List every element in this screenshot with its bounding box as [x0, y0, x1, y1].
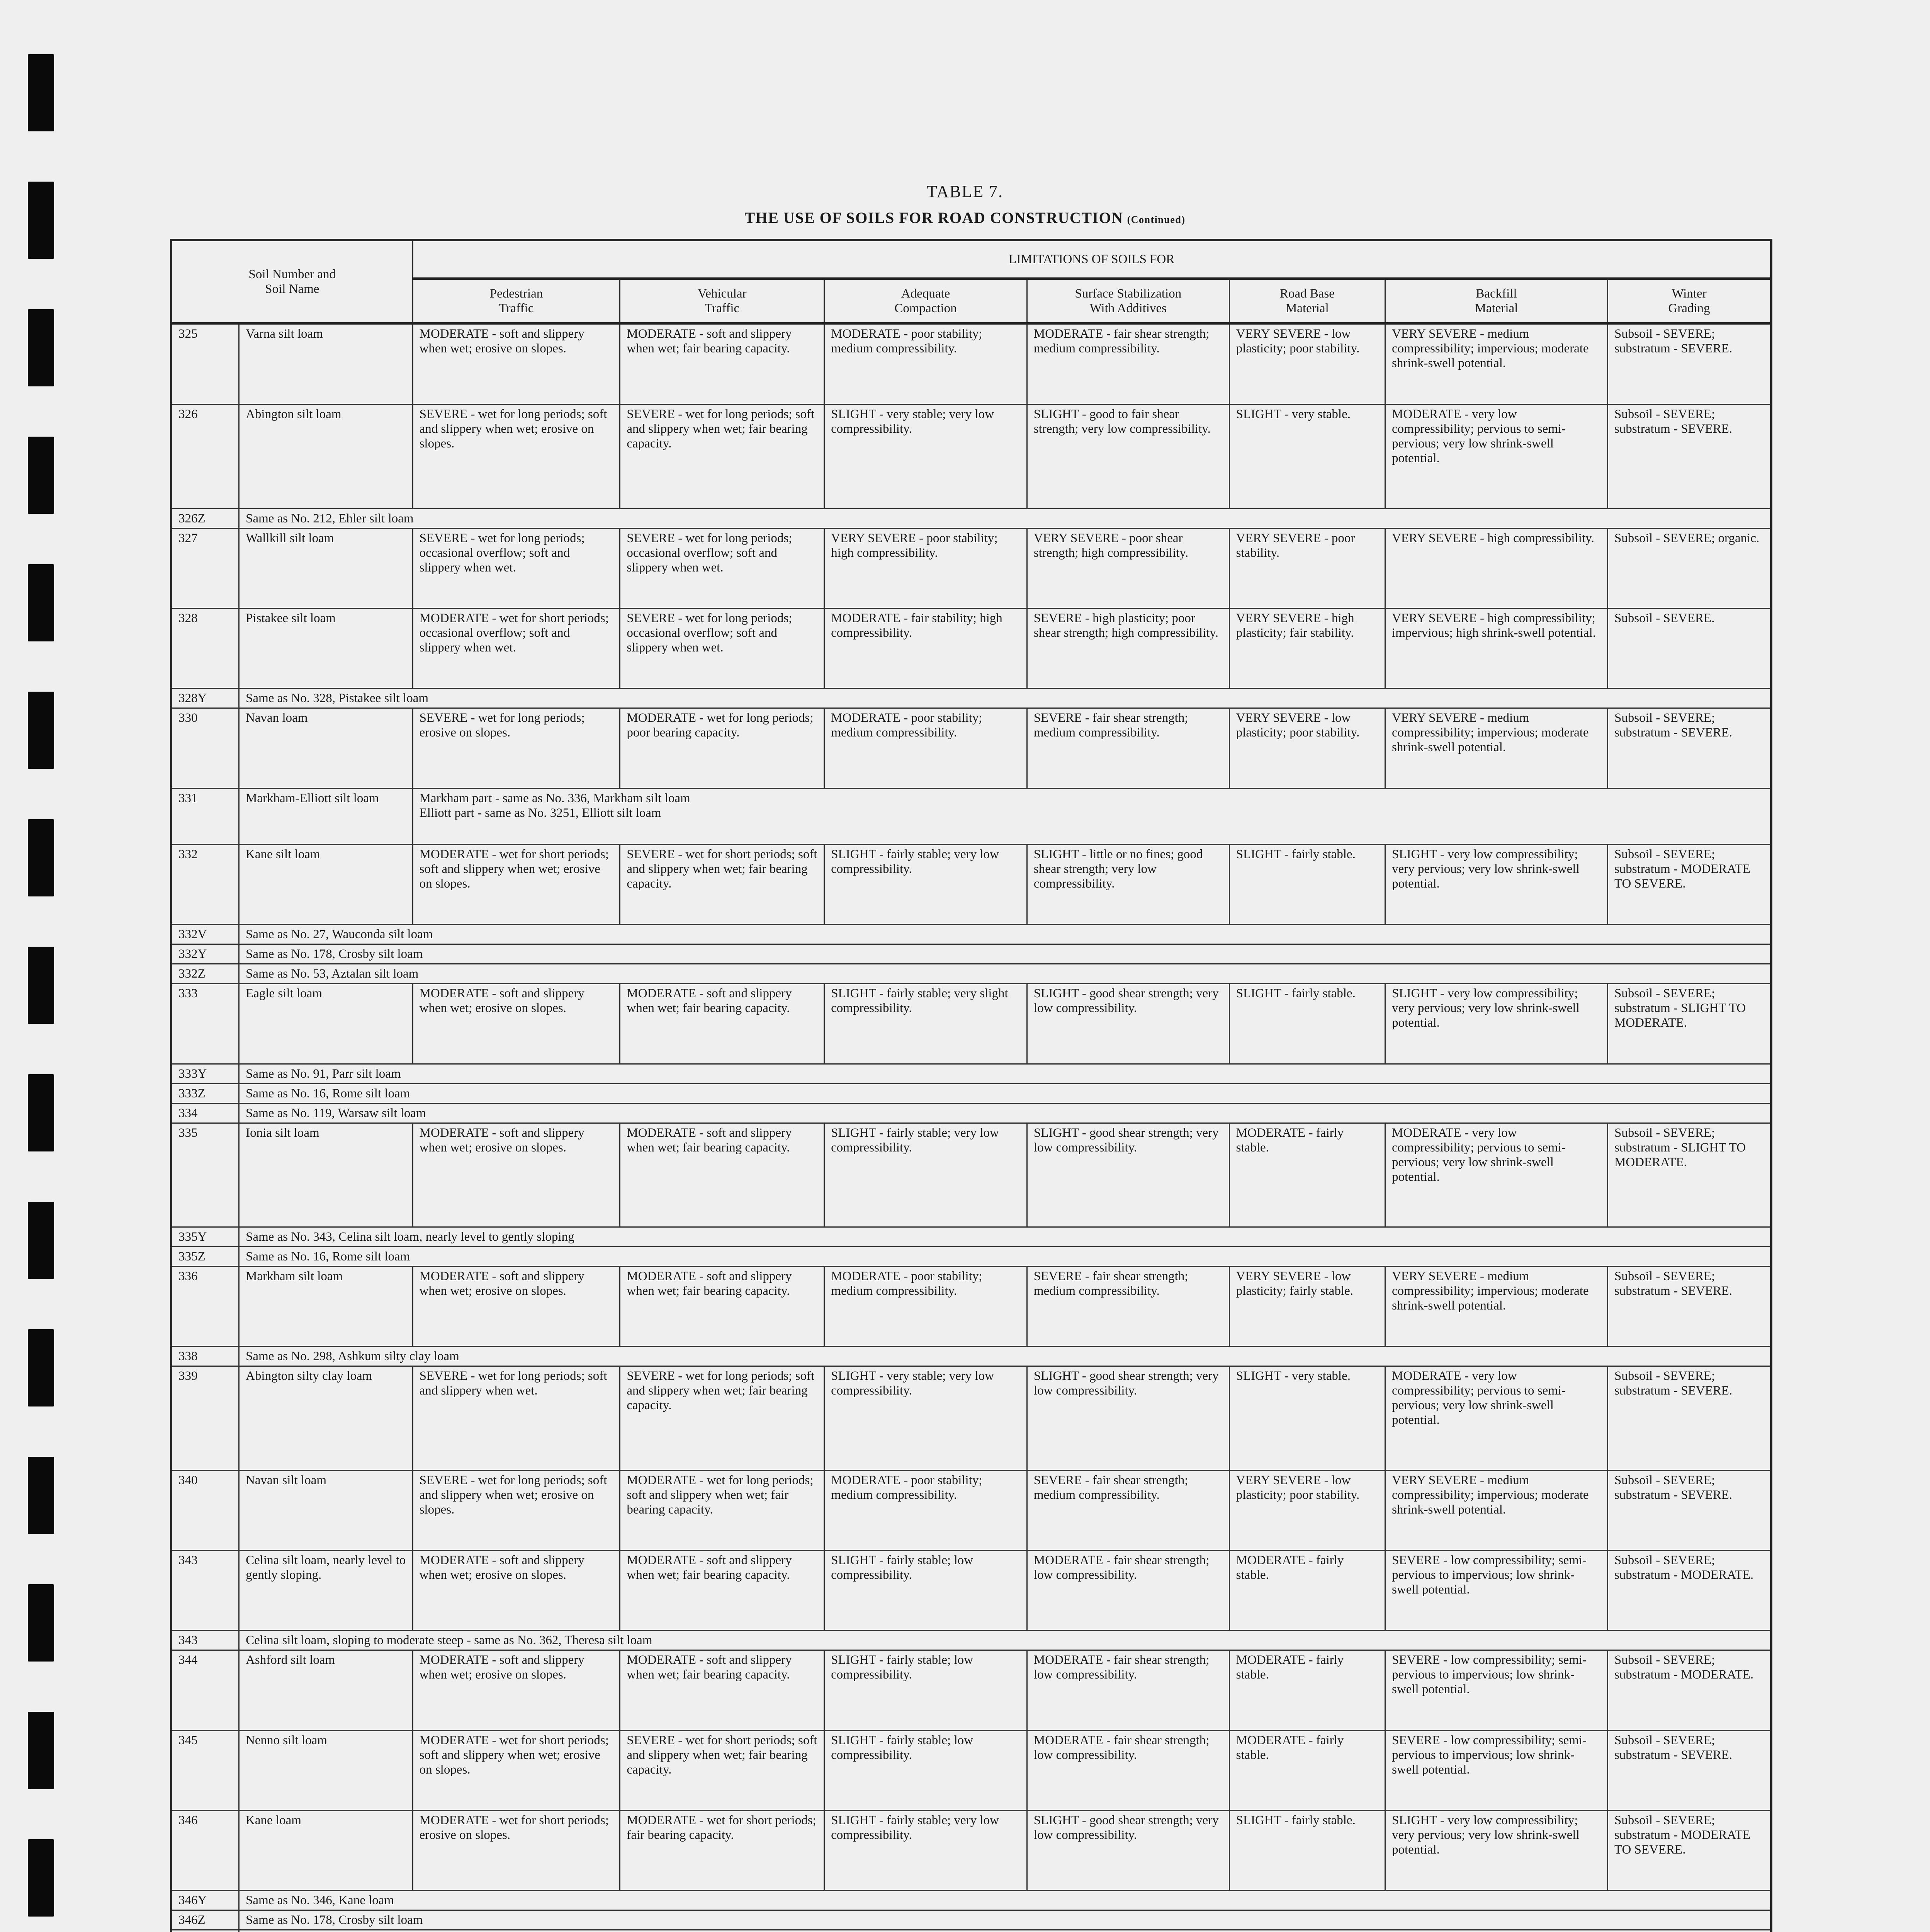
table-row — [171, 1470, 1771, 1550]
table-row — [171, 964, 1771, 984]
limitation-cell: VERY SEVERE - low plasticity; fairly stable. — [1229, 1266, 1385, 1346]
limitation-cell: VERY SEVERE - poor stability; high compressibility. — [824, 528, 1027, 608]
soil-number: 334 — [171, 1103, 239, 1123]
limitation-cell: SLIGHT - fairly stable. — [1229, 1810, 1385, 1890]
limitation-cell: MODERATE - wet for short periods; occasional overflow; soft and slippery when wet. — [413, 608, 620, 688]
same-as-note: Celina silt loam, sloping to moderate steep - same as No. 362, Theresa silt loam — [239, 1631, 1771, 1650]
limitation-cell: Subsoil - SEVERE; substratum - MODERATE. — [1607, 1650, 1771, 1730]
binding-mark — [28, 819, 54, 896]
limitation-cell: MODERATE - fair shear strength; medium compressibility. — [1027, 323, 1229, 405]
part-note: Markham part - same as No. 336, Markham silt loam — [419, 791, 690, 805]
soil-number: 346Y — [171, 1891, 239, 1910]
limitation-cell: SLIGHT - very stable. — [1229, 1366, 1385, 1470]
soil-name: Markham-Elliott silt loam — [239, 788, 413, 844]
table-row — [171, 788, 1771, 844]
limitation-cell: SEVERE - wet for long periods; soft and slippery when wet; erosive on slopes. — [413, 405, 620, 509]
header-line: Surface Stabilization — [1075, 287, 1182, 301]
header-line: Material — [1285, 301, 1329, 315]
soil-name: Markham silt loam — [239, 1266, 413, 1346]
limitation-cell: SLIGHT - very low compressibility; very pervious; very low shrink-swell potential. — [1385, 1810, 1608, 1890]
limitation-cell: Subsoil - SEVERE; substratum - SEVERE. — [1607, 708, 1771, 788]
soil-name: Eagle silt loam — [239, 984, 413, 1064]
table-row — [171, 1650, 1771, 1730]
continued-note: (Continued) — [1127, 214, 1186, 225]
limitation-cell: SLIGHT - good shear strength; very low compressibility. — [1027, 1123, 1229, 1227]
limitation-cell: VERY SEVERE - high plasticity; fair stability. — [1229, 608, 1385, 688]
limitation-cell: SLIGHT - fairly stable; low compressibility. — [824, 1550, 1027, 1630]
limitation-cell: MODERATE - fairly stable. — [1229, 1550, 1385, 1630]
table-row — [171, 689, 1771, 708]
same-as-note: Same as No. 298, Ashkum silty clay loam — [239, 1347, 1771, 1366]
limitation-cell: MODERATE - wet for short periods; erosive on slopes. — [413, 1810, 620, 1890]
limitation-cell: SEVERE - high plasticity; poor shear strength; high compressibility. — [1027, 608, 1229, 688]
limitation-cell: MODERATE - fair shear strength; low compressibility. — [1027, 1550, 1229, 1630]
limitation-cell: SLIGHT - good shear strength; very low compressibility. — [1027, 1366, 1229, 1470]
table-row — [171, 1730, 1771, 1810]
soil-name: Navan silt loam — [239, 1470, 413, 1550]
soil-number: 339 — [171, 1366, 239, 1470]
soil-number: 333Y — [171, 1064, 239, 1083]
limitation-cell: MODERATE - fair shear strength; low compressibility. — [1027, 1730, 1229, 1810]
header-line: Compaction — [894, 301, 957, 315]
header-line: Winter — [1672, 287, 1707, 301]
limitation-cell: VERY SEVERE - poor stability. — [1229, 528, 1385, 608]
table-number: TABLE 7. — [926, 182, 1004, 201]
soil-name: Ionia silt loam — [239, 1123, 413, 1227]
limitation-cell: MODERATE - fairly stable. — [1229, 1123, 1385, 1227]
soil-number: 326Z — [171, 509, 239, 528]
same-as-note: Same as No. 212, Ehler silt loam — [239, 509, 1771, 528]
table-row — [171, 323, 1771, 405]
header-line: Traffic — [499, 301, 534, 315]
binding-mark — [28, 54, 54, 131]
limitation-cell: Subsoil - SEVERE; substratum - SLIGHT TO MODERATE. — [1607, 984, 1771, 1064]
limitation-cell: SEVERE - wet for long periods; soft and slippery when wet. — [413, 1366, 620, 1470]
table-title — [0, 209, 1930, 227]
limitation-cell: SEVERE - low compressibility; semi-pervious to impervious; low shrink-swell potential. — [1385, 1650, 1608, 1730]
limitation-cell: MODERATE - poor stability; medium compressibility. — [824, 1470, 1027, 1550]
limitation-cell: VERY SEVERE - medium compressibility; impervious; moderate shrink-swell potential. — [1385, 1470, 1608, 1550]
limitation-cell: SLIGHT - very stable. — [1229, 405, 1385, 509]
limitation-cell: VERY SEVERE - medium compressibility; impervious; moderate shrink-swell potential. — [1385, 1266, 1608, 1346]
soil-name: Kane loam — [239, 1810, 413, 1890]
limitation-cell: VERY SEVERE - high compressibility. — [1385, 528, 1608, 608]
soil-number: 343 — [171, 1631, 239, 1650]
binding-mark — [28, 1202, 54, 1279]
limitation-cell: VERY SEVERE - poor shear strength; high compressibility. — [1027, 528, 1229, 608]
limitation-cell: Subsoil - SEVERE; substratum - SEVERE. — [1607, 1470, 1771, 1550]
limitation-cell: SLIGHT - fairly stable; very low compressibility. — [824, 1810, 1027, 1890]
binding-mark — [28, 564, 54, 641]
part-notes — [413, 788, 1771, 844]
limitation-cell: SEVERE - wet for long periods; occasional overflow; soft and slippery when wet. — [620, 528, 824, 608]
limitation-cell: MODERATE - soft and slippery when wet; erosive on slopes. — [413, 1650, 620, 1730]
limitation-cell: MODERATE - soft and slippery when wet; erosive on slopes. — [413, 1123, 620, 1227]
table-row — [171, 405, 1771, 509]
limitation-cell: MODERATE - poor stability; medium compressibility. — [824, 708, 1027, 788]
same-as-note: Same as No. 178, Crosby silt loam — [239, 1910, 1771, 1930]
limitation-cell: SLIGHT - little or no fines; good shear strength; very low compressibility. — [1027, 844, 1229, 924]
table-row — [171, 1064, 1771, 1083]
binding-mark — [28, 1712, 54, 1789]
header-line: Adequate — [901, 287, 950, 301]
limitation-cell: Subsoil - SEVERE; substratum - SEVERE. — [1607, 1730, 1771, 1810]
soil-number: 345 — [171, 1730, 239, 1810]
soil-name: Abington silty clay loam — [239, 1366, 413, 1470]
table-row — [171, 1266, 1771, 1346]
column-header — [824, 279, 1027, 323]
same-as-note: Same as No. 178, Crosby silt loam — [239, 944, 1771, 964]
table-row — [171, 984, 1771, 1064]
soil-number: 325 — [171, 323, 239, 405]
soil-number: 333Z — [171, 1083, 239, 1103]
limitation-cell: MODERATE - soft and slippery when wet; fair bearing capacity. — [620, 1550, 824, 1630]
soil-number — [171, 1930, 239, 1932]
soil-number: 326 — [171, 405, 239, 509]
column-header — [1027, 279, 1229, 323]
table-row — [171, 1247, 1771, 1266]
soil-number: 335Z — [171, 1247, 239, 1266]
limitation-cell: SLIGHT - very low compressibility; very pervious; very low shrink-swell potential. — [1385, 984, 1608, 1064]
header-line: Pedestrian — [489, 287, 543, 301]
binding-mark — [28, 1584, 54, 1662]
table-row — [171, 1631, 1771, 1650]
limitation-cell: SLIGHT - very stable; very low compressibility. — [824, 405, 1027, 509]
limitation-cell: Subsoil - SEVERE; substratum - SEVERE. — [1607, 1266, 1771, 1346]
limitation-cell: SLIGHT - fairly stable; very low compressibility. — [824, 1123, 1027, 1227]
soils-table — [170, 239, 1772, 1932]
limitation-cell: MODERATE - soft and slippery when wet; fair bearing capacity. — [620, 1123, 824, 1227]
soil-number: 330 — [171, 708, 239, 788]
limitation-cell: MODERATE - soft and slippery when wet; erosive on slopes. — [413, 1266, 620, 1346]
table-row — [171, 844, 1771, 924]
limitation-cell: VERY SEVERE - medium compressibility; impervious; moderate shrink-swell potential. — [1385, 708, 1608, 788]
limitation-cell: Subsoil - SEVERE; substratum - MODERATE TO SEVERE. — [1607, 1810, 1771, 1890]
same-as-note: Same as No. 53, Aztalan silt loam — [239, 964, 1771, 984]
limitation-cell: Subsoil - SEVERE; organic. — [1607, 528, 1771, 608]
limitation-cell: MODERATE - very low compressibility; pervious to semi-pervious; very low shrink-swell potential. — [1385, 1366, 1608, 1470]
soil-name: Navan loam — [239, 708, 413, 788]
limitation-cell: SEVERE - fair shear strength; medium compressibility. — [1027, 1470, 1229, 1550]
limitation-cell: SEVERE - fair shear strength; medium compressibility. — [1027, 1266, 1229, 1346]
table-row — [171, 608, 1771, 688]
table-row — [171, 1347, 1771, 1366]
limitation-cell: SEVERE - wet for long periods; soft and slippery when wet; fair bearing capacity. — [620, 405, 824, 509]
binding-mark — [28, 947, 54, 1024]
same-as-note: Same as No. 346, Kane loam — [239, 1891, 1771, 1910]
limitation-cell: VERY SEVERE - low plasticity; poor stability. — [1229, 323, 1385, 405]
binding-mark — [28, 1839, 54, 1917]
limitation-cell: VERY SEVERE - low plasticity; poor stability. — [1229, 1470, 1385, 1550]
table-row — [171, 1227, 1771, 1247]
same-as-note: Same as No. 343, Celina silt loam, nearly level to gently sloping — [239, 1227, 1771, 1247]
same-as-note: Same as No. 16, Rome silt loam — [239, 1247, 1771, 1266]
binding-mark — [28, 1329, 54, 1406]
limitation-cell: SEVERE - low compressibility; semi-pervious to impervious; low shrink-swell potential. — [1385, 1730, 1608, 1810]
limitation-cell: SLIGHT - fairly stable; very low compressibility. — [824, 844, 1027, 924]
soil-name: Wallkill silt loam — [239, 528, 413, 608]
limitation-cell: MODERATE - very low compressibility; pervious to semi-pervious; very low shrink-swell potential. — [1385, 1123, 1608, 1227]
limitation-cell: Subsoil - SEVERE; substratum - MODERATE. — [1607, 1550, 1771, 1630]
limitations-header: LIMITATIONS OF SOILS FOR — [413, 240, 1771, 279]
header-line: Backfill — [1476, 287, 1517, 301]
limitation-cell: MODERATE - wet for long periods; soft and slippery when wet; fair bearing capacity. — [620, 1470, 824, 1550]
table-row — [171, 1910, 1771, 1930]
table-title-text: THE USE OF SOILS FOR ROAD CONSTRUCTION — [744, 209, 1123, 226]
soil-number: 346 — [171, 1810, 239, 1890]
same-as-note: Same as No. 16, Rome silt loam — [239, 1083, 1771, 1103]
limitation-cell: MODERATE - very low compressibility; pervious to semi-pervious; very low shrink-swell potential. — [1385, 405, 1608, 509]
soil-name: Celina silt loam, nearly level to gently sloping. — [239, 1550, 413, 1630]
limitation-cell: MODERATE - fairly stable. — [1229, 1650, 1385, 1730]
limitation-cell: MODERATE - soft and slippery when wet; fair bearing capacity. — [620, 1650, 824, 1730]
table-row — [171, 1083, 1771, 1103]
limitation-cell: MODERATE - fairly stable. — [1229, 1730, 1385, 1810]
soil-number: 332V — [171, 925, 239, 944]
header-line: Traffic — [705, 301, 740, 315]
soil-column-header — [171, 240, 413, 323]
table-row — [171, 1891, 1771, 1910]
soil-number: 346Z — [171, 1910, 239, 1930]
same-as-note: Same as No. 328, Pistakee silt loam — [239, 689, 1771, 708]
limitation-cell: VERY SEVERE - high compressibility; impervious; high shrink-swell potential. — [1385, 608, 1608, 688]
table-row — [171, 528, 1771, 608]
binding-mark — [28, 1457, 54, 1534]
table-row — [171, 1103, 1771, 1123]
header-line: Soil Name — [265, 282, 319, 296]
table-row — [171, 1810, 1771, 1890]
limitation-cell: SEVERE - wet for long periods; occasional overflow; soft and slippery when wet. — [413, 528, 620, 608]
limitation-cell: SLIGHT - good shear strength; very low compressibility. — [1027, 984, 1229, 1064]
soil-name: Abington silt loam — [239, 405, 413, 509]
limitation-cell: SEVERE - wet for long periods; soft and slippery when wet; erosive on slopes. — [413, 1470, 620, 1550]
limitation-cell: SEVERE - wet for long periods; soft and slippery when wet; fair bearing capacity. — [620, 1366, 824, 1470]
limitation-cell: Subsoil - SEVERE; substratum - SEVERE. — [1607, 1366, 1771, 1470]
table-row — [171, 1930, 1771, 1932]
limitation-cell: MODERATE - soft and slippery when wet; erosive on slopes. — [413, 1550, 620, 1630]
soil-number: 328 — [171, 608, 239, 688]
limitation-cell: SEVERE - wet for long periods; erosive on slopes. — [413, 708, 620, 788]
soil-number: 327 — [171, 528, 239, 608]
soil-number: 340 — [171, 1470, 239, 1550]
same-as-note: Same as No. 119, Warsaw silt loam — [239, 1103, 1771, 1123]
limitation-cell: SLIGHT - fairly stable; low compressibility. — [824, 1650, 1027, 1730]
limitation-cell: MODERATE - wet for short periods; soft and slippery when wet; erosive on slopes. — [413, 844, 620, 924]
limitation-cell: MODERATE - wet for short periods; soft and slippery when wet; erosive on slopes. — [413, 1730, 620, 1810]
soil-number: 335 — [171, 1123, 239, 1227]
limitation-cell: SEVERE - wet for long periods; occasional overflow; soft and slippery when wet. — [620, 608, 824, 688]
same-as-note: Same as No. 91, Parr silt loam — [239, 1064, 1771, 1083]
table-row — [171, 708, 1771, 788]
limitation-cell: MODERATE - soft and slippery when wet; erosive on slopes. — [413, 323, 620, 405]
header-line: Soil Number and — [248, 267, 336, 281]
column-header — [1385, 279, 1608, 323]
limitation-cell: MODERATE - fair shear strength; low compressibility. — [1027, 1650, 1229, 1730]
header-line: Vehicular — [698, 287, 747, 301]
soil-name: Kane silt loam — [239, 844, 413, 924]
table-row — [171, 1366, 1771, 1470]
binding-marks — [28, 54, 55, 1932]
soil-name: Pistakee silt loam — [239, 608, 413, 688]
limitation-cell: SLIGHT - fairly stable; very slight compressibility. — [824, 984, 1027, 1064]
limitation-cell: SLIGHT - very low compressibility; very pervious; very low shrink-swell potential. — [1385, 844, 1608, 924]
soil-number: 336 — [171, 1266, 239, 1346]
limitation-cell: VERY SEVERE - low plasticity; poor stability. — [1229, 708, 1385, 788]
soil-number: 332Y — [171, 944, 239, 964]
limitation-cell: Subsoil - SEVERE; substratum - SEVERE. — [1607, 323, 1771, 405]
limitation-cell: Subsoil - SEVERE; substratum - SEVERE. — [1607, 405, 1771, 509]
limitation-cell: MODERATE - poor stability; medium compressibility. — [824, 323, 1027, 405]
table-row — [171, 944, 1771, 964]
limitation-cell: MODERATE - wet for short periods; fair bearing capacity. — [620, 1810, 824, 1890]
binding-mark — [28, 309, 54, 386]
column-header — [1607, 279, 1771, 323]
column-header — [1229, 279, 1385, 323]
limitation-cell: MODERATE - soft and slippery when wet; fair bearing capacity. — [620, 1266, 824, 1346]
limitation-cell: MODERATE - poor stability; medium compressibility. — [824, 1266, 1027, 1346]
limitation-cell: MODERATE - soft and slippery when wet; fair bearing capacity. — [620, 984, 824, 1064]
soil-number: 344 — [171, 1650, 239, 1730]
soil-number: 332 — [171, 844, 239, 924]
header-line: With Additives — [1089, 301, 1167, 315]
header-line: Grading — [1668, 301, 1710, 315]
table-row — [171, 1123, 1771, 1227]
limitation-cell: SLIGHT - very stable; very low compressibility. — [824, 1366, 1027, 1470]
table-row — [171, 509, 1771, 528]
limitation-cell: SLIGHT - good shear strength; very low compressibility. — [1027, 1810, 1229, 1890]
soil-number: 332Z — [171, 964, 239, 984]
limitation-cell: MODERATE - fair stability; high compressibility. — [824, 608, 1027, 688]
same-as-note — [239, 1930, 1771, 1932]
limitation-cell: SEVERE - wet for short periods; soft and slippery when wet; fair bearing capacity. — [620, 844, 824, 924]
header-line: Road Base — [1279, 287, 1335, 301]
limitation-cell: Subsoil - SEVERE; substratum - MODERATE TO SEVERE. — [1607, 844, 1771, 924]
part-note: Elliott part - same as No. 3251, Elliott silt loam — [419, 806, 661, 820]
table-row — [171, 925, 1771, 944]
table-row — [171, 1550, 1771, 1630]
limitation-cell: SEVERE - low compressibility; semi-pervious to impervious; low shrink-swell potential. — [1385, 1550, 1608, 1630]
binding-mark — [28, 437, 54, 514]
limitation-cell: Subsoil - SEVERE. — [1607, 608, 1771, 688]
soil-name: Nenno silt loam — [239, 1730, 413, 1810]
soil-number: 331 — [171, 788, 239, 844]
binding-mark — [28, 1074, 54, 1151]
soil-number: 338 — [171, 1347, 239, 1366]
limitation-cell: SEVERE - wet for short periods; soft and slippery when wet; fair bearing capacity. — [620, 1730, 824, 1810]
limitation-cell: SLIGHT - fairly stable. — [1229, 984, 1385, 1064]
column-header — [413, 279, 620, 323]
soil-name: Varna silt loam — [239, 323, 413, 405]
limitation-cell: SLIGHT - good to fair shear strength; very low compressibility. — [1027, 405, 1229, 509]
soil-number: 333 — [171, 984, 239, 1064]
limitation-cell: MODERATE - soft and slippery when wet; erosive on slopes. — [413, 984, 620, 1064]
limitation-cell: MODERATE - wet for long periods; poor bearing capacity. — [620, 708, 824, 788]
binding-mark — [28, 692, 54, 769]
header-line: Material — [1475, 301, 1518, 315]
soil-number: 343 — [171, 1550, 239, 1630]
soil-number: 335Y — [171, 1227, 239, 1247]
limitation-cell: Subsoil - SEVERE; substratum - SLIGHT TO MODERATE. — [1607, 1123, 1771, 1227]
limitation-cell: SLIGHT - fairly stable. — [1229, 844, 1385, 924]
soil-name: Ashford silt loam — [239, 1650, 413, 1730]
soil-number: 328Y — [171, 689, 239, 708]
limitation-cell: SLIGHT - fairly stable; low compressibility. — [824, 1730, 1027, 1810]
limitation-cell: VERY SEVERE - medium compressibility; impervious; moderate shrink-swell potential. — [1385, 323, 1608, 405]
column-header — [620, 279, 824, 323]
same-as-note: Same as No. 27, Wauconda silt loam — [239, 925, 1771, 944]
limitation-cell: SEVERE - fair shear strength; medium compressibility. — [1027, 708, 1229, 788]
limitation-cell: MODERATE - soft and slippery when wet; fair bearing capacity. — [620, 323, 824, 405]
